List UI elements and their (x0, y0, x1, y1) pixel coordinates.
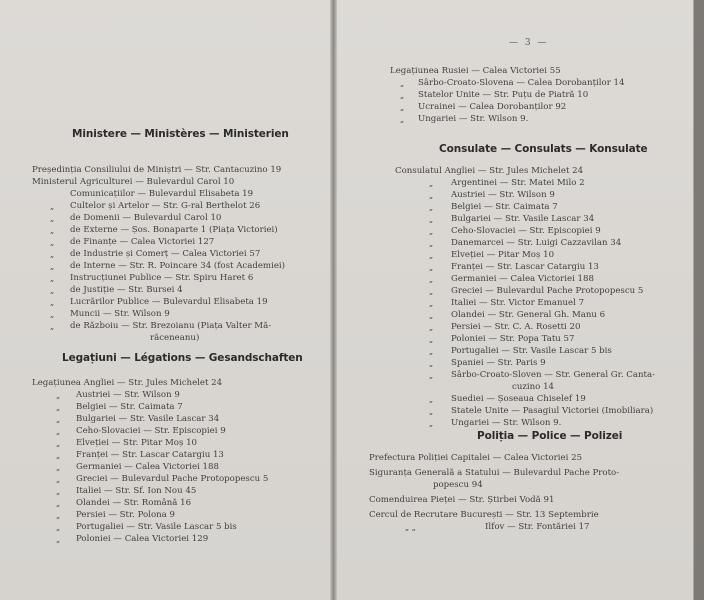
legatiuni-entry: Germaniei — Calea Victoriei 188 (76, 462, 219, 472)
consulate-entry: Danemarcei — Str. Luigi Cazzavilan 34 (451, 238, 622, 248)
ditto-mark: „ (56, 487, 61, 496)
ditto-mark: „ (56, 475, 61, 484)
ditto-mark: „ (429, 359, 434, 368)
ministere-entry: de Justiție — Str. Bursei 4 (70, 285, 183, 295)
politia-heading: Poliția — Police — Polizei (477, 430, 623, 442)
consulate-entry: Persiei — Str. C. A. Rosetti 20 (451, 322, 581, 332)
consulate-entry: Suediei — Șoseaua Chiselef 19 (451, 394, 586, 404)
legatiuni-entry: Persiei — Str. Polona 9 (76, 510, 175, 520)
ditto-mark: „ (56, 415, 61, 424)
legatiuni-entry: Ungariei — Str. Wilson 9. (418, 114, 529, 124)
politia-entry: Prefectura Poliției Capitalei — Calea Victoriei 25 (369, 453, 583, 463)
ditto-mark: „ (56, 427, 61, 436)
ditto-mark: „ (429, 407, 434, 416)
legatiuni-entry: Statelor Unite — Str. Puțu de Piatră 10 (418, 90, 589, 100)
legatiuni-entry: Belgiei — Str. Caimata 7 (76, 402, 183, 412)
consulate-entry: Sârbo-Croato-Sloven — Str. General Gr. Canta- (451, 370, 656, 380)
ministere-entry: de Externe — Șos. Bonaparte 1 (Piața Victoriei) (70, 225, 278, 235)
ditto-mark: „ (429, 203, 434, 212)
ministere-entry: Instrucțiunei Publice — Str. Spiru Haret 6 (70, 273, 254, 283)
ditto-mark: „ (429, 191, 434, 200)
politia-entry: Siguranța Generală a Statului — Bulevardul Pache Proto- (369, 468, 620, 478)
ditto-mark: „ (429, 179, 434, 188)
ditto-mark: „ (429, 251, 434, 260)
ditto-mark: „ (429, 263, 434, 272)
consulate-entry: Portugaliei — Str. Vasile Lascar 5 bis (451, 346, 612, 356)
ditto-mark: „ (429, 299, 434, 308)
ditto-mark: „ (429, 419, 434, 428)
consulate-entry: Ceho-Slovaciei — Str. Episcopiei 9 (451, 226, 601, 236)
politia-entry: Cercul de Recrutare București — Str. 13 Septembrie (369, 510, 599, 520)
ditto-pair: „ „ (405, 523, 416, 532)
ditto-mark: „ (429, 395, 434, 404)
ditto-mark: „ (56, 391, 61, 400)
ditto-mark: „ (50, 250, 55, 259)
ditto-mark: „ (50, 202, 55, 211)
legatiuni-entry: Ceho-Slovaciei — Str. Episcopiei 9 (76, 426, 226, 436)
ditto-mark: „ (50, 226, 55, 235)
legatiuni-entry: Italiei — Str. Sf. Ion Nou 45 (76, 486, 197, 496)
ditto-mark: „ (429, 227, 434, 236)
consulate-entry: Italiei — Str. Victor Emanuel 7 (451, 298, 585, 308)
ditto-mark: „ (429, 335, 434, 344)
ministere-entry: Comunicațiilor — Bulevardul Elisabeta 19 (70, 189, 254, 199)
ministere-entry: Muncii — Str. Wilson 9 (70, 309, 170, 319)
book-edge (694, 0, 704, 600)
consulate-entry: Elveției — Pitar Moș 10 (451, 250, 555, 260)
legatiuni-entry: Ucrainei — Calea Dorobanților 92 (418, 102, 567, 112)
consulate-entry: Spaniei — Str. Paris 9 (451, 358, 546, 368)
ditto-mark: „ (429, 347, 434, 356)
consulate-entry: Poloniei — Str. Popa Tatu 57 (451, 334, 575, 344)
consulate-entry: Ungariei — Str. Wilson 9. (451, 418, 562, 428)
ditto-mark: „ (56, 511, 61, 520)
ditto-mark: „ (50, 262, 55, 271)
ministere-entry: Ministerul Agriculturei — Bulevardul Carol 10 (32, 177, 235, 187)
ditto-mark: „ (400, 79, 405, 88)
ditto-mark: „ (50, 274, 55, 283)
page-number: — 3 — (509, 38, 549, 48)
ditto-mark: „ (56, 535, 61, 544)
consulate-entry: Bulgariei — Str. Vasile Lascar 34 (451, 214, 595, 224)
ministere-entry: răceneanu) (150, 333, 200, 343)
ditto-mark: „ (429, 215, 434, 224)
consulate-entry: cuzino 14 (512, 382, 554, 392)
legatiuni-entry: Austriei — Str. Wilson 9 (76, 390, 180, 400)
ditto-mark: „ (429, 371, 434, 380)
consulate-entry: Consulatul Angliei — Str. Jules Michelet 24 (395, 166, 584, 176)
legatiuni-entry: Greciei — Bulevardul Pache Protopopescu 5 (76, 474, 269, 484)
consulate-entry: Austriei — Str. Wilson 9 (451, 190, 555, 200)
consulate-entry: Argentinei — Str. Matei Milo 2 (451, 178, 585, 188)
legatiuni-entry: Sârbo-Croato-Slovena — Calea Dorobanților 14 (418, 78, 625, 88)
ditto-mark: „ (56, 499, 61, 508)
consulate-entry: Germaniei — Calea Victoriei 188 (451, 274, 594, 284)
ditto-mark: „ (56, 523, 61, 532)
ditto-mark: „ (50, 238, 55, 247)
ditto-mark: „ (429, 311, 434, 320)
ditto-mark: „ (429, 275, 434, 284)
ministere-entry: de Războiu — Str. Brezoianu (Piața Valter Mă- (70, 321, 272, 331)
ditto-mark: „ (50, 310, 55, 319)
right-page (337, 0, 694, 600)
ditto-mark: „ (56, 463, 61, 472)
ministere-entry: de Domenii — Bulevardul Carol 10 (70, 213, 222, 223)
consulate-heading: Consulate — Consulats — Konsulate (439, 143, 648, 155)
consulate-entry: Belgiei — Str. Caimata 7 (451, 202, 558, 212)
ditto-mark: „ (429, 239, 434, 248)
ditto-mark: „ (56, 451, 61, 460)
ditto-mark: „ (50, 298, 55, 307)
legatiuni-entry: Legațiunea Angliei — Str. Jules Michelet 24 (32, 378, 223, 388)
ditto-mark: „ (50, 214, 55, 223)
ministere-entry: de Interne — Str. R. Poincare 34 (fost Academiei) (70, 261, 286, 271)
consulate-entry: Statele Unite — Pasagiul Victoriei (Imobiliara) (451, 406, 654, 416)
ministere-entry: Președinția Consiliului de Miniștri — Str. Cantacuzino 19 (32, 165, 282, 175)
politia-entry: Ilfov — Str. Fontăriei 17 (485, 522, 590, 532)
book-gutter (330, 0, 337, 600)
ditto-mark: „ (429, 323, 434, 332)
legatiuni-entry: Legațiunea Rusiei — Calea Victoriei 55 (390, 66, 561, 76)
ministere-entry: Cultelor și Artelor — Str. G-ral Berthelot 26 (70, 201, 261, 211)
ministere-heading: Ministere — Ministères — Ministerien (72, 128, 289, 140)
ministere-entry: de Finanțe — Calea Victoriei 127 (70, 237, 215, 247)
consulate-entry: Olandei — Str. General Gh. Manu 6 (451, 310, 606, 320)
legatiuni-entry: Portugaliei — Str. Vasile Lascar 5 bis (76, 522, 237, 532)
politia-entry: Comenduirea Pieței — Str. Știrbei Vodă 91 (369, 495, 555, 505)
legatiuni-heading: Legațiuni — Légations — Gesandschaften (62, 352, 303, 364)
legatiuni-entry: Poloniei — Calea Victoriei 129 (76, 534, 209, 544)
consulate-entry: Greciei — Bulevardul Pache Protopopescu 5 (451, 286, 644, 296)
ditto-mark: „ (56, 403, 61, 412)
consulate-entry: Franței — Str. Lascar Catargiu 13 (451, 262, 599, 272)
legatiuni-entry: Elveției — Str. Pitar Moș 10 (76, 438, 198, 448)
ministere-entry: Lucrărilor Publice — Bulevardul Elisabeta 19 (70, 297, 268, 307)
ditto-mark: „ (50, 322, 55, 331)
ditto-mark: „ (429, 287, 434, 296)
ditto-mark: „ (56, 439, 61, 448)
ditto-mark: „ (400, 103, 405, 112)
legatiuni-entry: Franței — Str. Lascar Catargiu 13 (76, 450, 224, 460)
ditto-mark: „ (400, 91, 405, 100)
politia-entry: popescu 94 (433, 480, 483, 490)
legatiuni-entry: Olandei — Str. Română 16 (76, 498, 192, 508)
ministere-entry: de Industrie și Comerț — Calea Victoriei 57 (70, 249, 261, 259)
ditto-mark: „ (50, 286, 55, 295)
legatiuni-entry: Bulgariei — Str. Vasile Lascar 34 (76, 414, 220, 424)
ditto-mark: „ (400, 115, 405, 124)
left-page (0, 0, 330, 600)
